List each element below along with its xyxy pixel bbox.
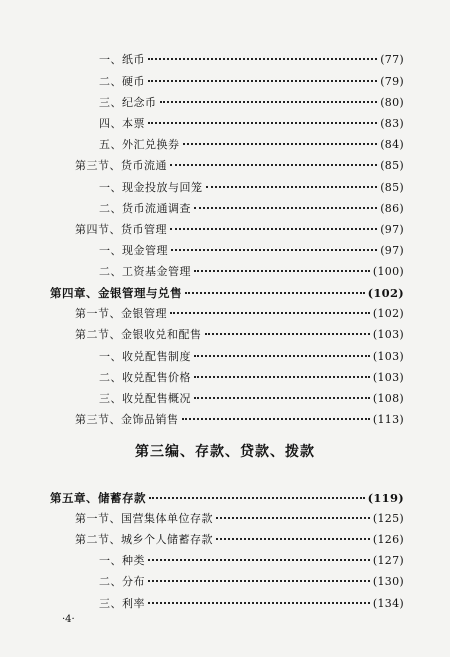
toc-entry [99, 392, 404, 406]
toc-entry-label: 二、货币流通调查 [99, 202, 191, 215]
toc-entry-page: (108) [372, 392, 404, 405]
toc-entry-page: (79) [380, 75, 404, 88]
toc-entry [99, 597, 404, 611]
toc-entry-page: (119) [367, 491, 404, 505]
leader-dots [148, 122, 377, 124]
toc-entry-page: (85) [380, 159, 404, 172]
toc-entry-page: (113) [372, 413, 404, 426]
leader-dots [148, 580, 370, 582]
leader-dots [216, 517, 370, 519]
toc-entry [75, 159, 404, 173]
toc-entry-page: (134) [372, 597, 404, 610]
toc-entry [99, 117, 404, 131]
toc-entry-label: 第二节、城乡个人储蓄存款 [75, 533, 213, 546]
toc-entry-label: 一、纸币 [99, 53, 145, 66]
toc-entry-label: 第一节、金银管理 [75, 307, 167, 320]
toc-entry-page: (103) [372, 371, 404, 384]
leader-dots [194, 270, 370, 272]
toc-entry-label: 二、工资基金管理 [99, 265, 191, 278]
toc-entry-page: (102) [372, 307, 404, 320]
toc-entry [75, 223, 404, 237]
toc-entry [99, 371, 404, 385]
toc-entry [99, 244, 404, 258]
toc-entry-label: 第四节、货币管理 [75, 223, 167, 236]
toc-entry-label: 一、现金管理 [99, 244, 168, 257]
toc-entry-label: 第四章、金银管理与兑售 [50, 286, 182, 300]
leader-dots [205, 333, 370, 335]
toc-chapter-entry [50, 286, 404, 300]
leader-dots [171, 249, 377, 251]
toc-entry-label: 第二节、金银收兑和配售 [75, 328, 202, 341]
toc-entry-label: 二、分布 [99, 575, 145, 588]
leader-dots [216, 538, 370, 540]
leader-dots [148, 80, 377, 82]
toc-entry-label: 一、收兑配售制度 [99, 350, 191, 363]
leader-dots [148, 602, 370, 604]
leader-dots [170, 164, 377, 166]
toc-entry-page: (130) [372, 575, 404, 588]
toc-entry [75, 512, 404, 526]
toc-entry [75, 533, 404, 547]
toc-entry-label: 第三节、货币流通 [75, 159, 167, 172]
toc-entry-page: (80) [380, 96, 404, 109]
toc-entry [99, 75, 404, 89]
toc-entry-page: (97) [380, 244, 404, 257]
toc-entry-label: 第五章、储蓄存款 [50, 491, 146, 505]
leader-dots [183, 143, 378, 145]
leader-dots [194, 376, 370, 378]
toc-entry-page: (102) [367, 286, 404, 300]
toc-entry-page: (85) [380, 181, 404, 194]
page-folio: ·4· [62, 614, 75, 625]
toc-entry-label: 第一节、国营集体单位存款 [75, 512, 213, 525]
toc-entry-label: 二、收兑配售价格 [99, 371, 191, 384]
leader-dots [185, 292, 365, 294]
leader-dots [194, 397, 370, 399]
toc-entry-label: 一、现金投放与回笼 [99, 181, 203, 194]
toc-entry-label: 四、本票 [99, 117, 145, 130]
toc-entry-page: (103) [372, 350, 404, 363]
toc-entry [99, 138, 404, 152]
leader-dots [194, 355, 370, 357]
toc-entry [99, 265, 404, 279]
toc-entry-label: 三、利率 [99, 597, 145, 610]
toc-entry [75, 328, 404, 342]
leader-dots [170, 228, 377, 230]
toc-entry [99, 554, 404, 568]
toc-entry-page: (97) [380, 223, 404, 236]
leader-dots [182, 418, 370, 420]
toc-entry [99, 575, 404, 589]
toc-entry-label: 三、收兑配售概况 [99, 392, 191, 405]
toc-chapter-entry [50, 491, 404, 505]
toc-entry-label: 二、硬币 [99, 75, 145, 88]
toc-entry-page: (84) [380, 138, 404, 151]
toc-entry [99, 96, 404, 110]
leader-dots [148, 58, 377, 60]
leader-dots [206, 186, 378, 188]
toc-entry-page: (103) [372, 328, 404, 341]
toc-entry-page: (127) [372, 554, 404, 567]
toc-entry [99, 181, 404, 195]
part-heading: 第三编、存款、贷款、拨款 [135, 444, 315, 460]
leader-dots [148, 559, 370, 561]
toc-entry-page: (77) [380, 53, 404, 66]
leader-dots [149, 497, 365, 499]
toc-entry [99, 202, 404, 216]
toc-entry [75, 413, 404, 427]
toc-entry-label: 三、纪念币 [99, 96, 157, 109]
toc-entry-label: 一、种类 [99, 554, 145, 567]
toc-entry [75, 307, 404, 321]
leader-dots [170, 312, 370, 314]
toc-entry-page: (86) [380, 202, 404, 215]
toc-entry-page: (100) [372, 265, 404, 278]
toc-entry-page: (126) [372, 533, 404, 546]
toc-entry [99, 350, 404, 364]
toc-entry-label: 五、外汇兑换券 [99, 138, 180, 151]
leader-dots [160, 101, 378, 103]
toc-entry-page: (83) [380, 117, 404, 130]
toc-entry-label: 第三节、金饰品销售 [75, 413, 179, 426]
toc-entry [99, 53, 404, 67]
leader-dots [194, 207, 377, 209]
toc-entry-page: (125) [372, 512, 404, 525]
